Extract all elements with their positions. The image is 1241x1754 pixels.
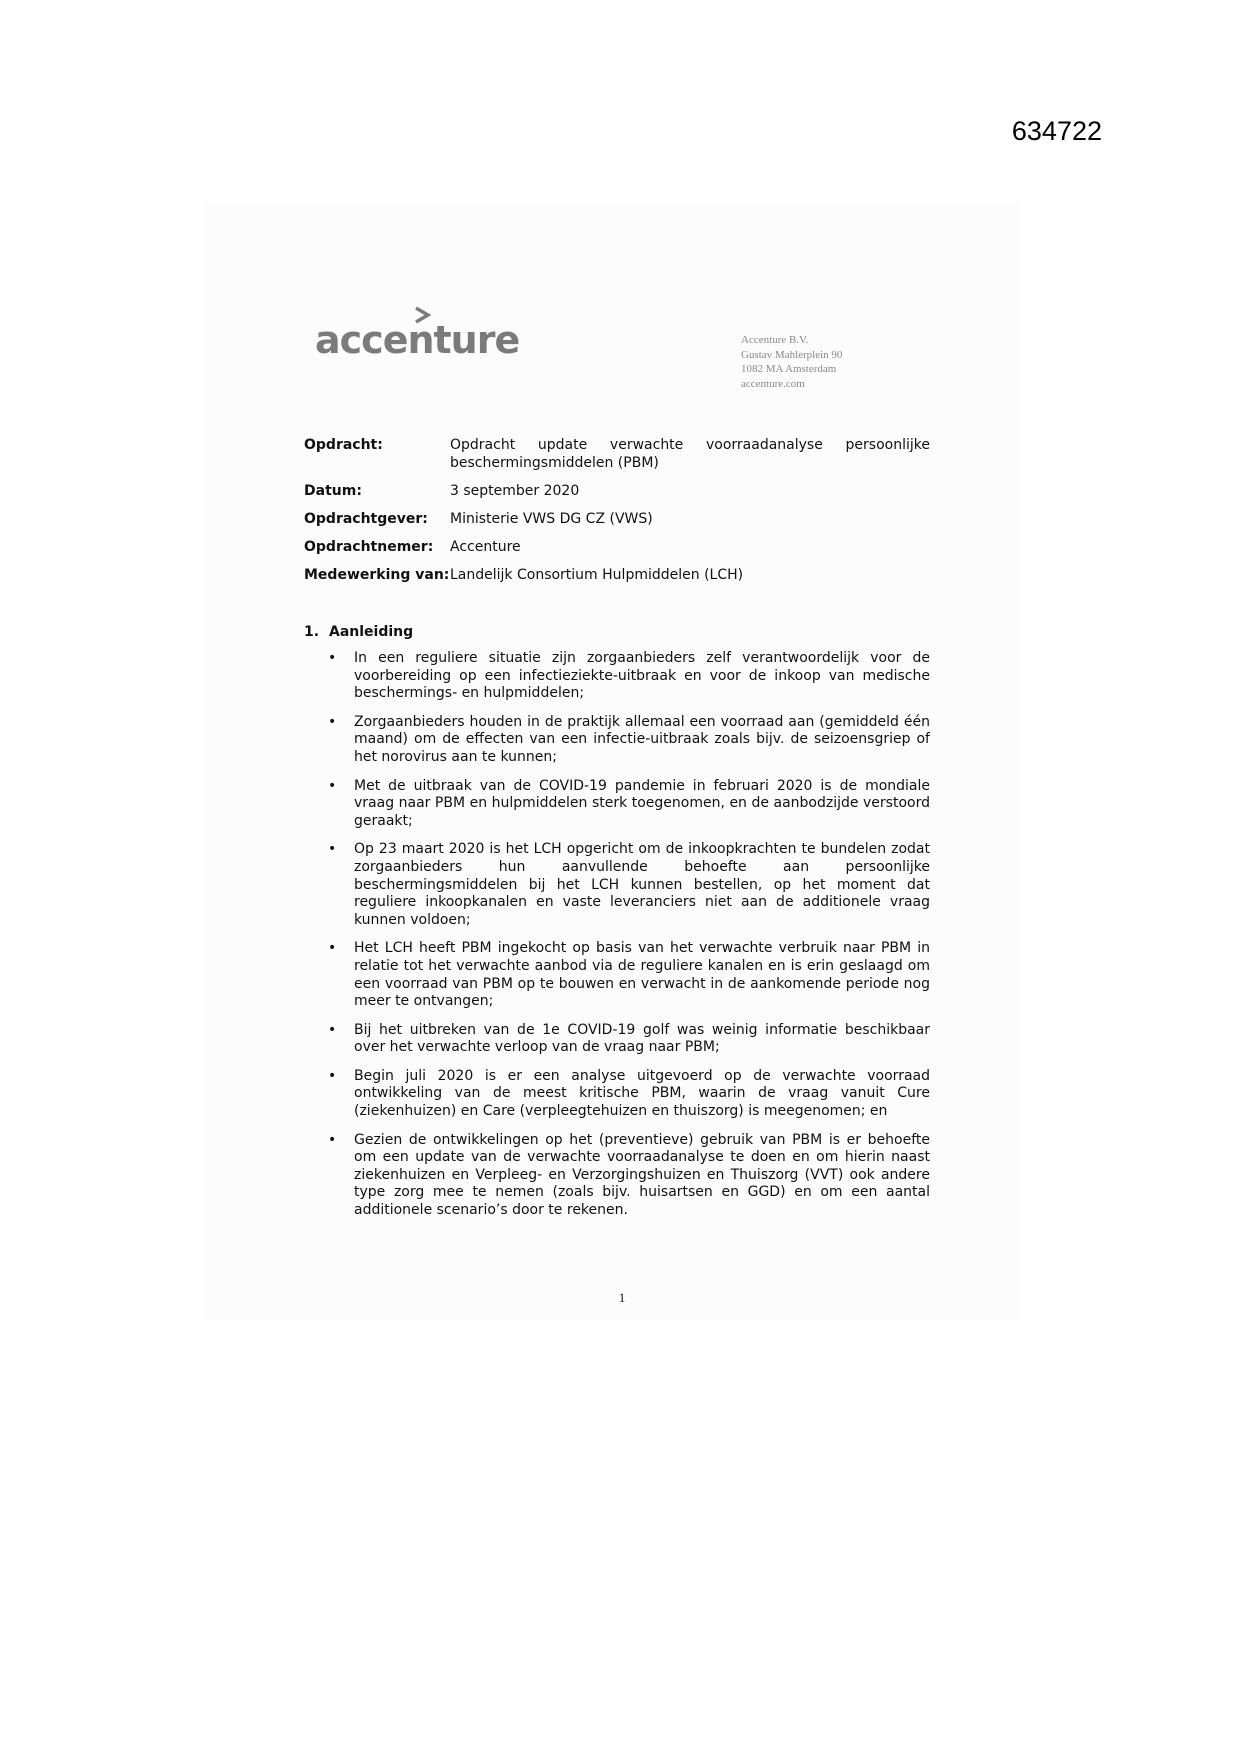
company-address [741, 333, 842, 391]
list-item-text: Het LCH heeft PBM ingekocht op basis van het verwachte verbruik naar PBM in relatie tot het verwachte aanbod via de reguliere kanalen en is erin geslaagd om een voorraad van PBM op te bouwen en verwacht in de aankomende periode nog meer te ontvangen; [354, 940, 930, 1010]
section-title: Aanleiding [329, 624, 414, 640]
bullet-icon: • [328, 1131, 337, 1148]
meta-value: Accenture [450, 539, 521, 555]
list-item-text: Bij het uitbreken van de 1e COVID-19 golf was weinig informatie beschikbaar over het verwachte verloop van de vraag naar PBM; [354, 1021, 930, 1056]
list-item-text: Begin juli 2020 is er een analyse uitgevoerd op de verwachte voorraad ontwikkeling van de meest kritische PBM, waarin de vraag vanuit Cure (ziekenhuizen) en Care (verpleegtehuizen en thuiszorg) is meegenomen; en [354, 1067, 930, 1120]
list-item [304, 940, 930, 1010]
meta-value: Landelijk Consortium Hulpmiddelen (LCH) [450, 567, 744, 583]
bullet-icon: • [328, 1067, 337, 1084]
bullet-icon: • [328, 650, 337, 666]
address-website: accenture.com [741, 377, 805, 390]
section-heading [304, 624, 930, 640]
bullet-icon: • [328, 940, 337, 957]
bullet-list [304, 650, 930, 1220]
meta-row-opdracht [304, 436, 930, 472]
bullet-icon: • [328, 713, 337, 730]
list-item [304, 1132, 930, 1220]
list-item-text: Gezien de ontwikkelingen op het (preventieve) gebruik van PBM is er behoefte om een update van de verwachte voorraadanalyse te doen en om hierin naast ziekenhuizen en Verpleeg- en Verzorgingshuizen en Thuiszorg (VVT) ook andere type zorg mee te nemen (zoals bijv. huisartsen en GGD) en om een aantal additionele scenario’s door te rekenen. [354, 1131, 930, 1219]
meta-label: Opdrachtnemer: [304, 539, 434, 555]
assignment-details [304, 436, 930, 594]
document-number: 634722 [1011, 116, 1102, 146]
meta-row-opdrachtgever [304, 510, 930, 528]
list-item [304, 1068, 930, 1121]
page-number: 1 [618, 1290, 626, 1305]
bullet-icon: • [328, 777, 337, 794]
meta-value: Ministerie VWS DG CZ (VWS) [450, 511, 653, 527]
meta-label: Opdrachtgever: [304, 511, 428, 527]
section-number: 1. [304, 624, 320, 640]
address-city: 1082 MA Amsterdam [741, 363, 837, 375]
list-item [304, 714, 930, 767]
bullet-icon: • [328, 841, 337, 858]
meta-label: Opdracht: [304, 437, 383, 453]
meta-label: Datum: [304, 483, 362, 499]
list-item-text: Zorgaanbieders houden in de praktijk allemaal een voorraad aan (gemiddeld één maand) om de effecten van een infectie-uitbraak zoals bijv. de seizoensgriep of het norovirus aan te kunnen; [354, 713, 930, 765]
meta-row-datum [304, 482, 930, 500]
list-item-text: Op 23 maart 2020 is het LCH opgericht om de inkoopkrachten te bundelen zodat zorgaanbieders hun aanvullende behoefte aan persoonlijke beschermingsmiddelen bij het LCH kunnen bestellen, op het moment dat reguliere inkoopkanalen en vaste leveranciers niet aan de additionele vraag kunnen voldoen; [354, 841, 930, 928]
address-company: Accenture B.V. [741, 334, 809, 346]
meta-value: Opdracht update verwachte voorraadanalyse persoonlijke beschermingsmiddelen (PBM) [450, 437, 930, 471]
meta-row-opdrachtnemer [304, 538, 930, 556]
meta-row-medewerking [304, 566, 930, 584]
meta-value: 3 september 2020 [450, 483, 580, 499]
section-aanleiding [304, 624, 930, 1231]
address-street: Gustav Mahlerplein 90 [741, 348, 843, 361]
bullet-icon: • [328, 1021, 337, 1038]
accenture-logo [315, 300, 520, 364]
list-item-text: Met de uitbraak van de COVID-19 pandemie in februari 2020 is de mondiale vraag naar PBM en hulpmiddelen sterk toegenomen, en de aanbodzijde verstoord geraakt; [354, 777, 930, 829]
list-item-text: In een reguliere situatie zijn zorgaanbieders zelf verantwoordelijk voor de voorbereiding op een infectieziekte-uitbraak en voor de inkoop van medische beschermings- en hulpmiddelen; [354, 650, 930, 702]
meta-label: Medewerking van: [304, 567, 450, 583]
list-item [304, 650, 930, 703]
list-item [304, 1022, 930, 1057]
list-item [304, 778, 930, 831]
list-item [304, 841, 930, 929]
logo-wordmark: accenture [315, 318, 520, 362]
